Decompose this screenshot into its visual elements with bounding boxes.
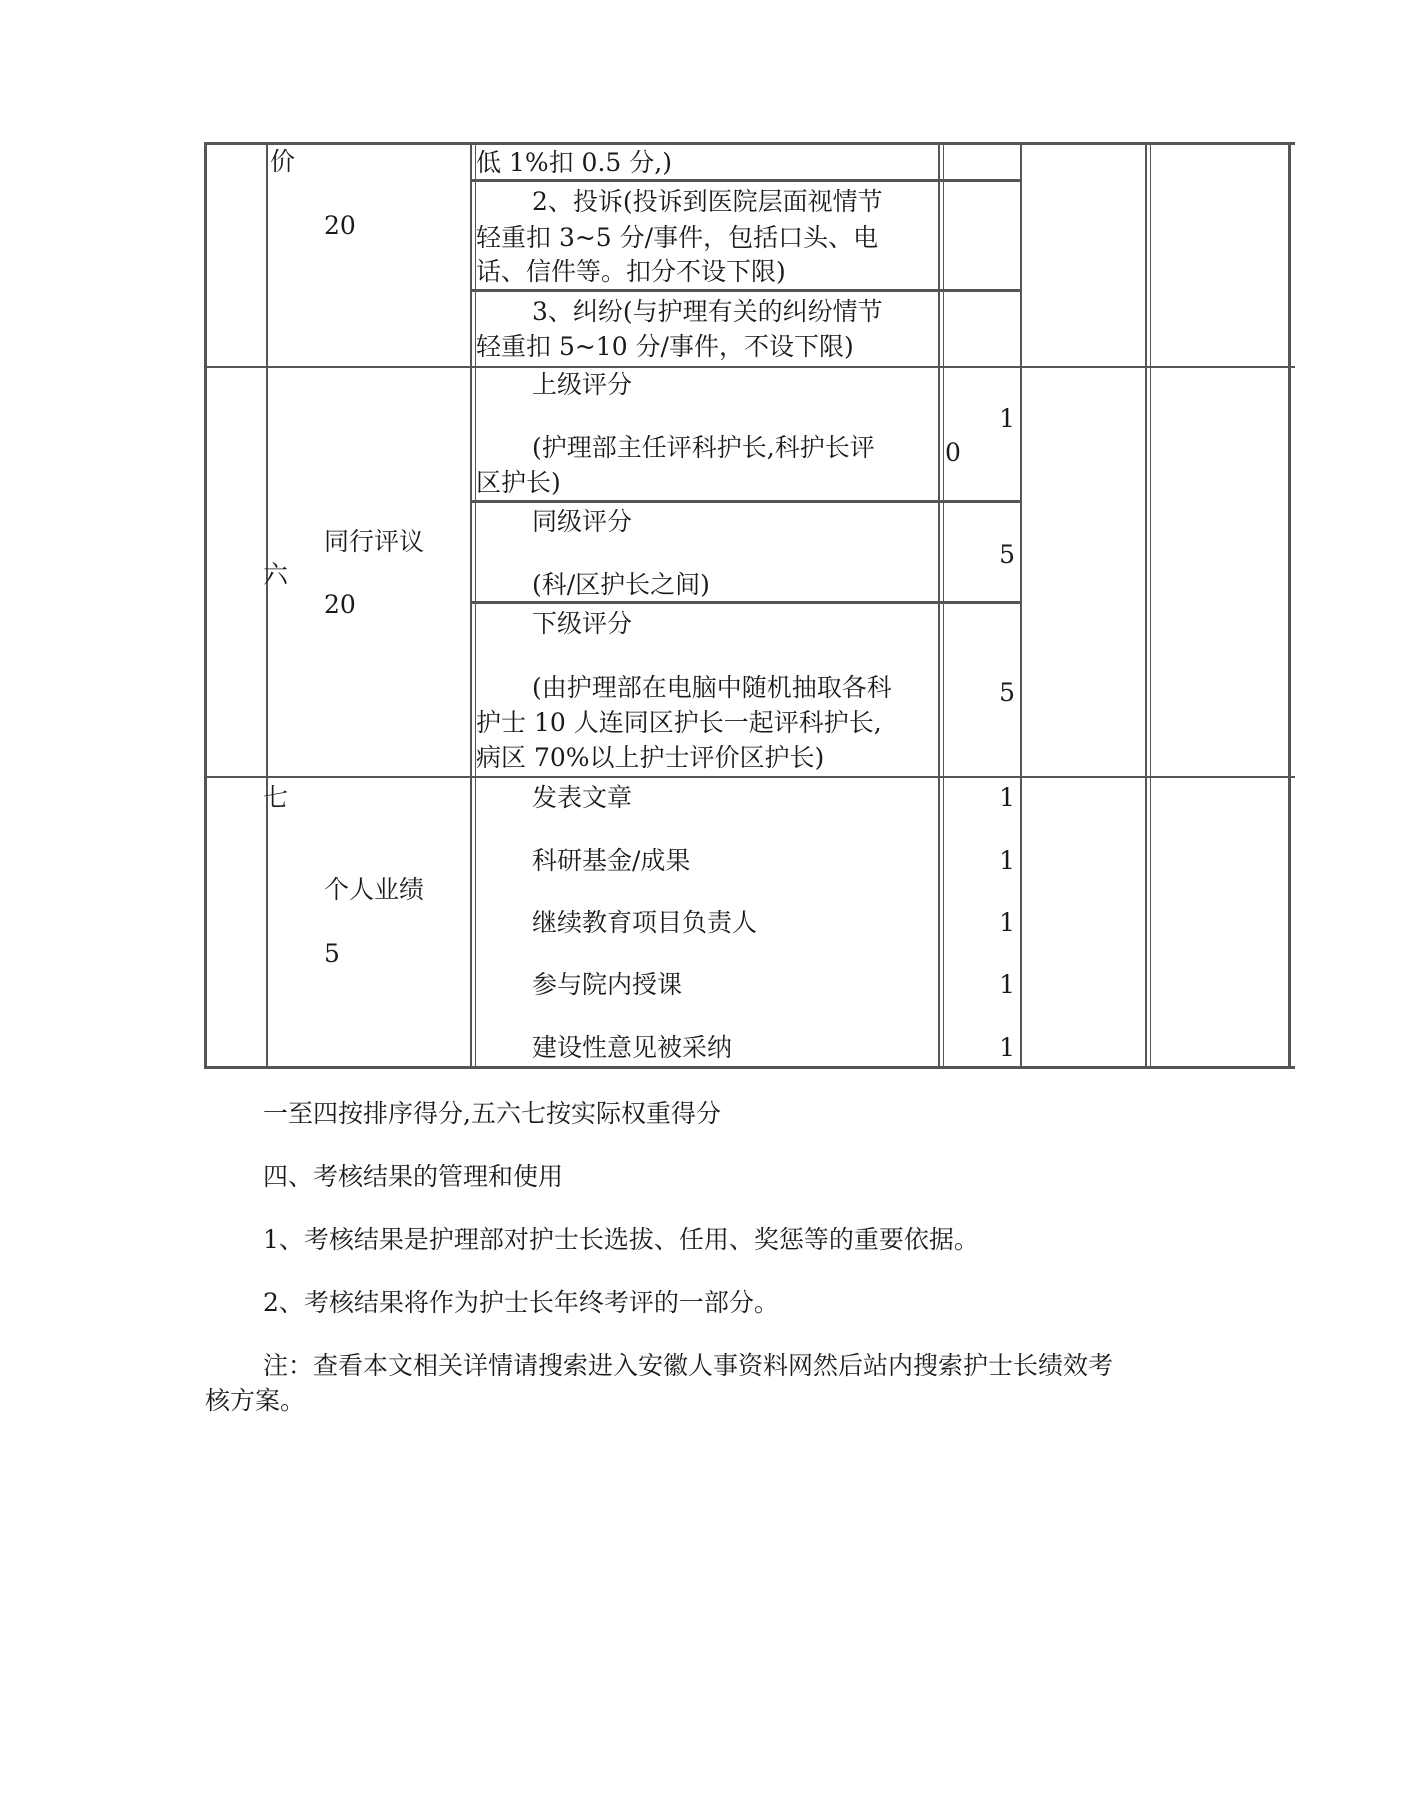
s7-item-1-score: 1 (999, 783, 1015, 812)
s6-item-3-desc-1: (由护理部在电脑中随机抽取各科 (532, 673, 892, 702)
s7-item-4-score: 1 (999, 970, 1015, 999)
section-7-label: 个人业绩 (324, 875, 425, 904)
s7-item-2-score: 1 (999, 846, 1015, 875)
section-5-weight: 20 (324, 211, 356, 240)
s6-item-2-title: 同级评分 (532, 507, 633, 536)
s5-item-3-line-2: 轻重扣 5~10 分/事件，不设下限) (476, 332, 854, 361)
paragraph-1: 1、考核结果是护理部对护士长选拔、任用、奖惩等的重要依据。 (263, 1225, 979, 1254)
s5-item-1-line-1: 低 1%扣 0.5 分,) (476, 148, 672, 177)
section-5-label: 价 (270, 147, 296, 176)
section-6-number: 六 (263, 560, 289, 589)
s6-item-1-desc-2: 区护长) (476, 468, 561, 497)
s7-item-1: 发表文章 (532, 783, 633, 812)
s6-item-2-desc-1: (科/区护长之间) (532, 570, 710, 599)
section-6-weight: 20 (324, 590, 356, 619)
s6-item-1-title: 上级评分 (532, 370, 633, 399)
section-7-number: 七 (263, 783, 289, 812)
s7-item-5-score: 1 (999, 1033, 1015, 1062)
s7-item-4: 参与院内授课 (532, 970, 683, 999)
s6-item-3-title: 下级评分 (532, 609, 633, 638)
scoring-note: 一至四按排序得分,五六七按实际权重得分 (263, 1099, 721, 1128)
paragraph-2: 2、考核结果将作为护士长年终考评的一部分。 (263, 1288, 779, 1317)
s6-item-1-score-top: 1 (999, 404, 1015, 433)
s5-item-2-line-1: 2、投诉(投诉到医院层面视情节 (532, 187, 883, 216)
s5-item-3-line-1: 3、纠纷(与护理有关的纠纷情节 (532, 297, 883, 326)
section-6-label: 同行评议 (324, 527, 425, 556)
footnote-line-1: 注：查看本文相关详情请搜索进入安徽人事资料网然后站内搜索护士长绩效考 (263, 1351, 1114, 1380)
s6-item-1-desc-1: (护理部主任评科护长,科护长评 (532, 433, 875, 462)
s6-item-3-desc-3: 病区 70%以上护士评价区护长) (476, 743, 825, 772)
s6-item-1-score-wrap: 0 (945, 438, 961, 467)
s6-item-2-score: 5 (999, 540, 1015, 569)
s7-item-3: 继续教育项目负责人 (532, 908, 758, 937)
s7-item-5: 建设性意见被采纳 (532, 1033, 733, 1062)
footnote-line-2: 核方案。 (205, 1386, 306, 1415)
s7-item-3-score: 1 (999, 908, 1015, 937)
s5-item-2-line-3: 话、信件等。扣分不设下限) (476, 257, 786, 286)
section-7-weight: 5 (324, 939, 340, 968)
section-heading-4: 四、考核结果的管理和使用 (263, 1162, 564, 1191)
s6-item-3-desc-2: 护士 10 人连同区护长一起评科护长, (476, 708, 882, 737)
s5-item-2-line-2: 轻重扣 3~5 分/事件，包括口头、电 (476, 223, 879, 252)
s7-item-2: 科研基金/成果 (532, 846, 691, 875)
s6-item-3-score: 5 (999, 678, 1015, 707)
